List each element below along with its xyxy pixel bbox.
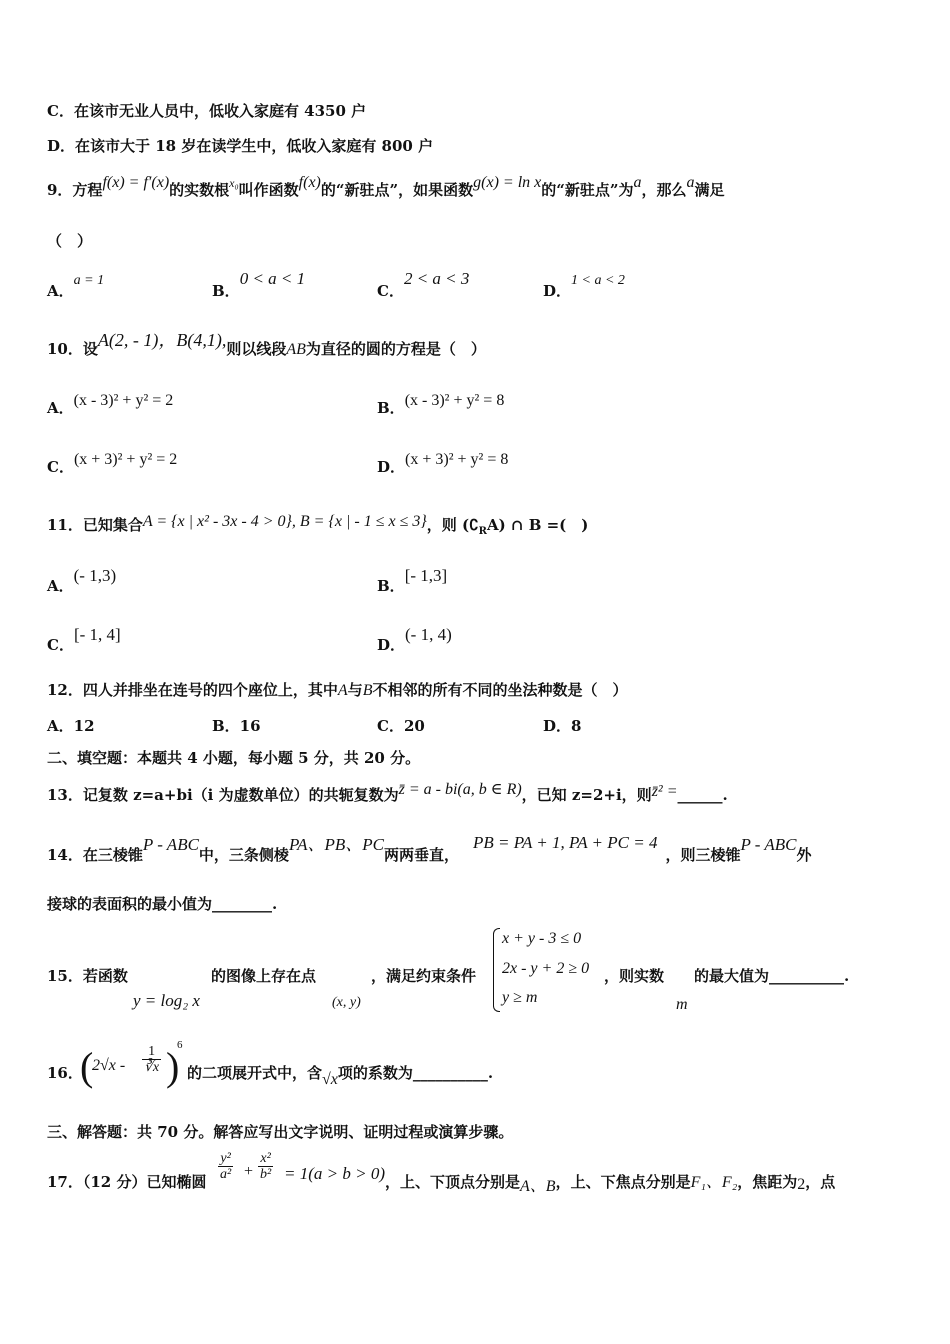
q9-math-5: a [633, 174, 642, 191]
q10-option-a [47, 392, 174, 418]
q16-expression [80, 1039, 183, 1091]
q17-plus: + [244, 1163, 254, 1180]
q11-option-c-math: [- 1, 4] [73, 625, 121, 644]
q12-option-a: A．12 [47, 717, 95, 735]
q16-exponent: 6 [177, 1039, 183, 1051]
q12-text-2: 与 [347, 681, 363, 699]
q15-text-3: ，满足约束条件 [371, 967, 477, 985]
q15-point: (x, y) [332, 995, 361, 1010]
q13-stem [47, 781, 728, 806]
q17-text-2: ，上、下顶点分别是 [385, 1173, 521, 1191]
q9-paren: （ ） [47, 232, 93, 250]
q16-text-2: 的二项展开式中，含 [187, 1064, 323, 1082]
q9-option-c [377, 269, 470, 301]
q9-text-5: 的“新驻点”为 [541, 181, 634, 199]
q11-option-a [47, 566, 117, 596]
q10-option-c-label: C． [47, 458, 74, 476]
q10-text-3: 为直径的圆的方程是（ ） [305, 340, 486, 358]
q15-constraint-2: 2x - y + 2 ≥ 0 [502, 960, 590, 977]
q17-stem [284, 1164, 836, 1195]
q15-text-1: 15．若函数 [47, 967, 128, 985]
q9-text-3: 叫作函数 [238, 181, 299, 199]
q14-math-2: PA、PB、PC [288, 835, 385, 854]
q16-fraction [142, 1044, 161, 1075]
q9-math-3: f(x) [298, 174, 321, 191]
q12-option-d: D．8 [543, 717, 582, 735]
q16-fraction-num: 1 [142, 1044, 161, 1060]
q14-line2: 接球的表面积的最小值为________. [47, 895, 278, 913]
q13-math-2: z̄² = [651, 783, 678, 800]
q9-option-c-math: 2 < a < 3 [403, 269, 470, 288]
q17-fraction-1 [218, 1151, 233, 1182]
q17-fraction-2 [258, 1151, 273, 1182]
q10-option-b-label: B． [377, 399, 405, 417]
q9-text-7: 满足 [694, 181, 725, 199]
q15-constraint-3: y ≥ m [502, 989, 538, 1006]
q17-text-4: ，焦距为 [737, 1173, 798, 1191]
q17-math-1: = 1(a > b > 0) [284, 1164, 385, 1183]
section3-heading: 三、解答题：共 70 分。解答应写出文字说明、证明过程或演算步骤。 [47, 1123, 514, 1141]
q10-option-a-label: A． [47, 399, 74, 417]
q11-complement-subscript: R [478, 526, 487, 537]
q17-text-5: ，点 [805, 1173, 836, 1191]
q12-math-1: A [337, 682, 348, 699]
q11-text-1: 11．已知集合 [47, 516, 143, 534]
q15-function: y = log₂ x [133, 991, 200, 1010]
q9-option-a-label: A． [47, 282, 74, 300]
q13-text-2: ，已知 z=2+i，则 [521, 786, 652, 804]
q9-text-6: ，那么 [641, 181, 687, 199]
q11-option-a-label: A． [47, 577, 74, 595]
q10-text-1: 10．设 [47, 340, 98, 358]
q14-stem [47, 833, 812, 865]
q11-option-c-label: C． [47, 636, 74, 654]
q11-text-2: ，则 (∁ [426, 516, 479, 534]
q9-option-d-label: D． [543, 282, 572, 300]
q15-var-m: m [676, 996, 688, 1013]
q17-fraction-1-den: a² [220, 1167, 232, 1182]
q8-option-c: C．在该市无业人员中，低收入家庭有 4350 户 [47, 102, 367, 120]
q16-math-2: √x [322, 1071, 338, 1088]
q10-text-2: 则以线段 [226, 340, 287, 358]
q14-math-4: P - ABC [740, 835, 797, 854]
q11-option-d [377, 625, 452, 655]
q10-option-b-math: (x - 3)² + y² = 8 [404, 392, 505, 409]
q10-option-c-math: (x + 3)² + y² = 2 [73, 451, 178, 468]
q12-option-b: B．16 [212, 717, 261, 735]
q9-stem [47, 174, 725, 201]
q11-option-d-math: (- 1, 4) [405, 625, 452, 644]
q11-option-b-math: [- 1,3] [404, 566, 448, 585]
q14-math-3: PB = PA + 1, PA + PC = 4 [473, 833, 658, 852]
q16-stem [187, 1063, 494, 1088]
q9-math-4: g(x) = ln x [473, 174, 542, 191]
q17-fraction-1-num: y² [218, 1151, 233, 1167]
q14-text-2: 中，三条侧棱 [198, 846, 289, 864]
q12-stem [47, 680, 627, 701]
q9-math-6: a [686, 174, 695, 191]
q11-option-b [377, 566, 448, 596]
q9-option-b-label: B． [212, 282, 240, 300]
q10-option-d-math: (x + 3)² + y² = 8 [405, 451, 509, 468]
q9-option-b-math: 0 < a < 1 [239, 269, 306, 288]
q14-text-4: ，则三棱锥 [665, 846, 741, 864]
q12-text-3: 不相邻的所有不同的坐法种数是（ ） [372, 681, 628, 699]
q16-right-paren: ) [166, 1044, 180, 1089]
q10-option-a-math: (x - 3)² + y² = 2 [73, 392, 174, 409]
q9-option-b [212, 269, 306, 301]
q10-math-2: AB [286, 341, 306, 358]
q9-text-4: 的“新驻点”，如果函数 [320, 181, 474, 199]
q13-text-1: 13．记复数 z=a+bi（i 为虚数单位）的共轭复数为 [47, 786, 399, 804]
q16-fraction-den: ∛x [144, 1060, 160, 1075]
q9-math-1: f(x) = f′(x) [102, 174, 170, 191]
q16-term-1: 2√x - [92, 1057, 126, 1074]
q14-math-1: P - ABC [142, 835, 199, 854]
q11-option-b-label: B． [377, 577, 405, 595]
q9-text-2: 的实数根 [169, 181, 230, 199]
q14-text-1: 14．在三棱锥 [47, 846, 143, 864]
q11-text-3: A) ∩ B =( ) [486, 516, 589, 534]
q12-text-1: 12．四人并排坐在连号的四个座位上，其中 [47, 681, 338, 699]
q13-text-3: ______. [677, 786, 728, 804]
q11-option-a-math: (- 1,3) [73, 566, 117, 585]
q9-option-a-math: a = 1 [73, 273, 105, 288]
q10-option-b [377, 392, 505, 418]
q15-brace [493, 928, 500, 1012]
q17-text-1: 17．（12 分）已知椭圆 [47, 1173, 207, 1191]
q10-option-c [47, 451, 178, 477]
q10-math-1: A(2, - 1)，B(4,1), [97, 330, 227, 350]
q9-option-d-math: 1 < a < 2 [571, 273, 625, 288]
q13-math-1: z̄ = a - bi(a, b ∈ R) [398, 781, 522, 798]
q17-math-2: A、B [520, 1178, 556, 1195]
section2-heading: 二、填空题：本题共 4 小题，每小题 5 分，共 20 分。 [47, 749, 421, 767]
q8-option-d: D．在该市大于 18 岁在读学生中，低收入家庭有 800 户 [47, 137, 434, 155]
q16-number: 16． [47, 1064, 83, 1082]
q17-fraction-2-num: x² [258, 1151, 273, 1167]
q16-left-paren: ( [80, 1044, 94, 1089]
q10-option-d [377, 451, 509, 477]
q14-text-3: 两两垂直， [384, 846, 460, 864]
q9-option-c-label: C． [377, 282, 404, 300]
q11-option-c [47, 625, 121, 655]
q17-text-3: ，上、下焦点分别是 [555, 1173, 691, 1191]
q9-math-2: x₀ [229, 176, 239, 190]
q10-stem [47, 330, 486, 360]
q15-text-4: ，则实数 [604, 967, 665, 985]
q15-text-5: 的最大值为__________. [694, 967, 850, 985]
q12-option-c: C．20 [377, 717, 425, 735]
q9-option-a [47, 273, 105, 301]
q10-option-d-label: D． [377, 458, 406, 476]
q12-math-2: B [362, 682, 373, 699]
q11-option-d-label: D． [377, 636, 406, 654]
q14-text-5: 外 [796, 846, 812, 864]
q15-constraint-1: x + y - 3 ≤ 0 [502, 930, 582, 947]
q17-math-3: F₁、F₂ [690, 1174, 738, 1191]
q9-option-d [543, 273, 625, 301]
q15-text-2: 的图像上存在点 [211, 967, 317, 985]
q11-math-1: A = {x | x² - 3x - 4 > 0}, B = {x | - 1 ≤ x ≤ 3} [142, 513, 427, 530]
q11-stem [47, 515, 588, 542]
q17-math-4: 2 [797, 1176, 806, 1193]
q17-fraction-2-den: b² [260, 1167, 272, 1182]
q16-text-3: 项的系数为__________. [337, 1064, 494, 1082]
q9-text-1: 9．方程 [47, 181, 103, 199]
